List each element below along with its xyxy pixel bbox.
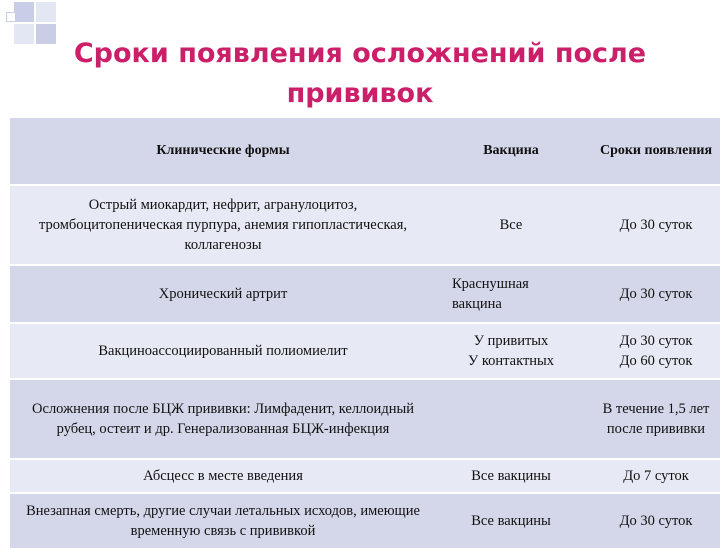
cell-vaccine: Краснушная вакцина — [436, 265, 586, 323]
table-row — [10, 265, 720, 323]
cell-timing: До 30 суток — [586, 185, 720, 265]
table-row — [10, 323, 720, 379]
cell-vaccine-line: У контактных — [467, 353, 555, 369]
table-row — [10, 379, 720, 459]
cell-form: Внезапная смерть, другие случаи летальных исходов, имеющие временную связь с прививкой — [10, 493, 436, 549]
cell-vaccine-line: У привитых — [473, 333, 549, 349]
complications-table-container — [10, 118, 713, 550]
cell-timing: До 7 суток — [586, 459, 720, 493]
cell-timing: В течение 1,5 лет после прививки — [586, 379, 720, 459]
decor-square-1 — [14, 2, 34, 22]
cell-timing: До 30 суток — [586, 493, 720, 549]
header-vaccine: Вакцина — [436, 118, 586, 185]
header-timing: Сроки появления — [586, 118, 720, 185]
decor-square-5 — [6, 12, 16, 22]
decor-square-2 — [36, 2, 56, 22]
table-row — [10, 185, 720, 265]
slide-title: Сроки появления осложнений после прививок — [73, 38, 647, 109]
cell-form: Вакциноассоциированный полиомиелит — [10, 323, 436, 379]
table-row — [10, 459, 720, 493]
cell-vaccine — [436, 323, 586, 379]
complications-table — [10, 118, 720, 550]
cell-vaccine: Все вакцины — [436, 493, 586, 549]
table-header-row — [10, 118, 720, 185]
cell-vaccine: Все вакцины — [436, 459, 586, 493]
cell-timing: До 30 суток — [586, 265, 720, 323]
table-row — [10, 493, 720, 549]
cell-vaccine — [436, 379, 586, 459]
header-clinical-forms: Клинические формы — [10, 118, 436, 185]
cell-form: Осложнения после БЦЖ прививки: Лимфаденит, келлоидный рубец, остеит и др. Генерализованная БЦЖ-инфекция — [10, 379, 436, 459]
cell-timing — [586, 323, 720, 379]
cell-form: Острый миокардит, нефрит, агранулоцитоз, тромбоцитопеническая пурпура, анемия гипопластическая, коллагенозы — [10, 185, 436, 265]
cell-vaccine: Все — [436, 185, 586, 265]
cell-form: Хронический артрит — [10, 265, 436, 323]
cell-timing-line: До 60 суток — [619, 353, 693, 369]
cell-form: Абсцесс в месте введения — [10, 459, 436, 493]
cell-timing-line: До 30 суток — [619, 333, 693, 349]
